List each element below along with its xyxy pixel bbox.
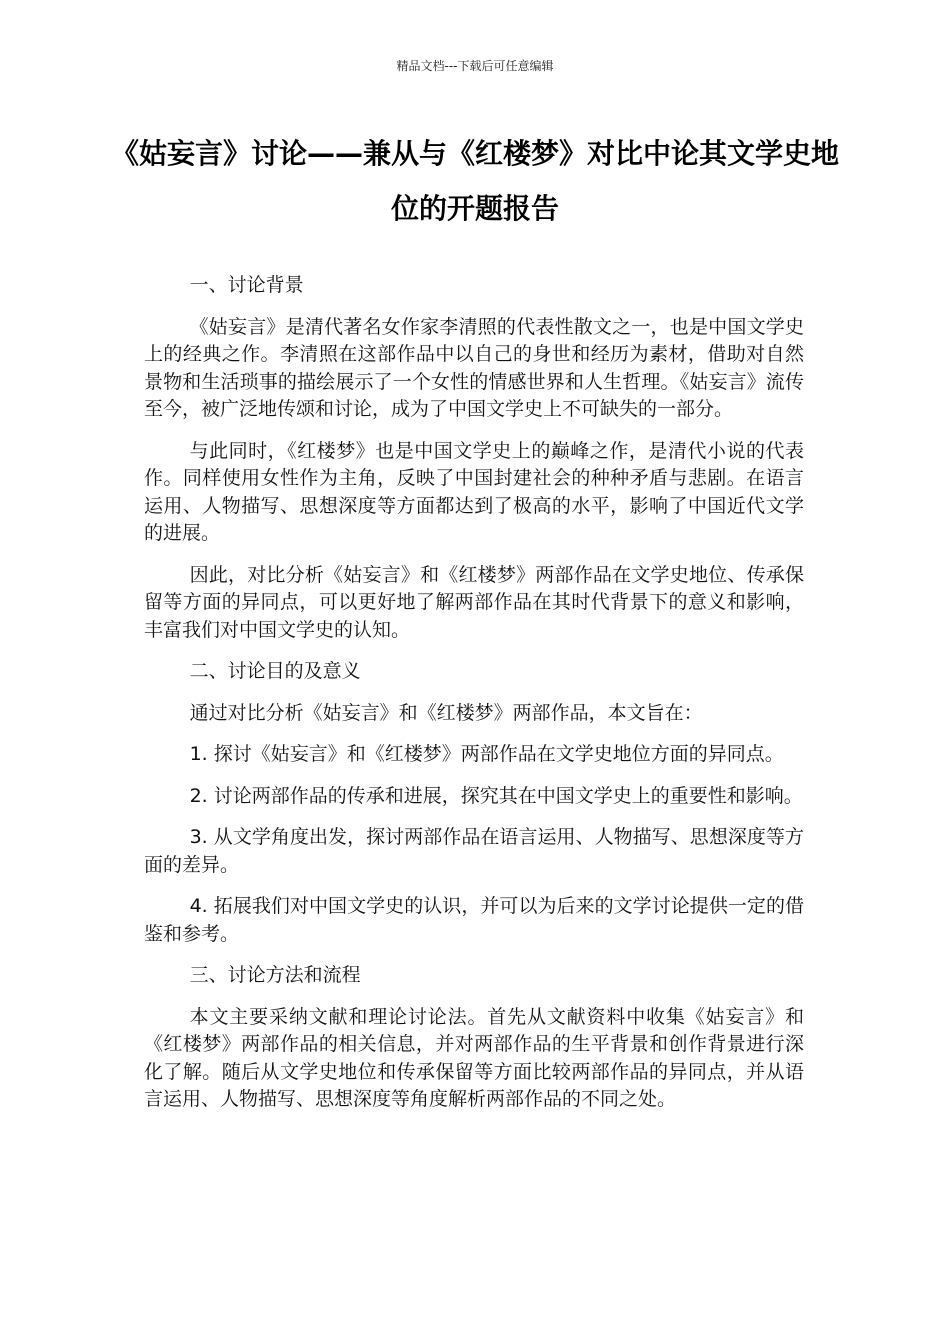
paragraph: 与此同时，《红楼梦》也是中国文学史上的巅峰之作，是清代小说的代表作。同样使用女性作为主角，反映了中国封建社会的种种矛盾与悲剧。在语言运用、人物描写、思想深度等方面都达到了极高的水平，影响了中国近代文学的进展。 [144, 439, 804, 544]
list-item: 2. 讨论两部作品的传承和进展，探究其在中国文学史上的重要性和影响。 [189, 784, 803, 807]
section-heading-method: 三、讨论方法和流程 [189, 964, 361, 986]
list-item: 1. 探讨《姑妄言》和《红楼梦》两部作品在文学史地位方面的异同点。 [189, 743, 784, 765]
section-heading-purpose: 二、讨论目的及意义 [189, 660, 361, 682]
list-item: 4. 拓展我们对中国文学史的认识，并可以为后来的文学讨论提供一定的借鉴和参考。 [144, 895, 804, 945]
paragraph: 《姑妄言》是清代著名女作家李清照的代表性散文之一，也是中国文学史上的经典之作。李清照在这部作品中以自己的身世和经历为素材，借助对自然景物和生活琐事的描绘展示了一个女性的情感世界和人生哲理。《姑妄言》流传至今，被广泛地传颂和讨论，成为了中国文学史上不可缺失的一部分。 [144, 315, 804, 420]
paragraph: 因此，对比分析《姑妄言》和《红楼梦》两部作品在文学史地位、传承保留等方面的异同点，可以更好地了解两部作品在其时代背景下的意义和影响，丰富我们对中国文学史的认知。 [144, 563, 804, 641]
paragraph: 本文主要采纳文献和理论讨论法。首先从文献资料中收集《姑妄言》和《红楼梦》两部作品的相关信息，并对两部作品的生平背景和创作背景进行深化了解。随后从文学史地位和传承保留等方面比较两部作品的异同点，并从语言运用、人物描写、思想深度等角度解析两部作品的不同之处。 [144, 1005, 804, 1110]
document-title: 《姑妄言》讨论——兼从与《红楼梦》对比中论其文学史地位的开题报告 [110, 137, 839, 225]
section-heading-background: 一、讨论背景 [189, 274, 304, 296]
page-header-note: 精品文档---下载后可任意编辑 [396, 59, 554, 73]
paragraph: 通过对比分析《姑妄言》和《红楼梦》两部作品，本文旨在： [189, 701, 703, 724]
document-body [144, 272, 804, 1128]
list-item: 3. 从文学角度出发，探讨两部作品在语言运用、人物描写、思想深度等方面的差异。 [144, 826, 804, 876]
